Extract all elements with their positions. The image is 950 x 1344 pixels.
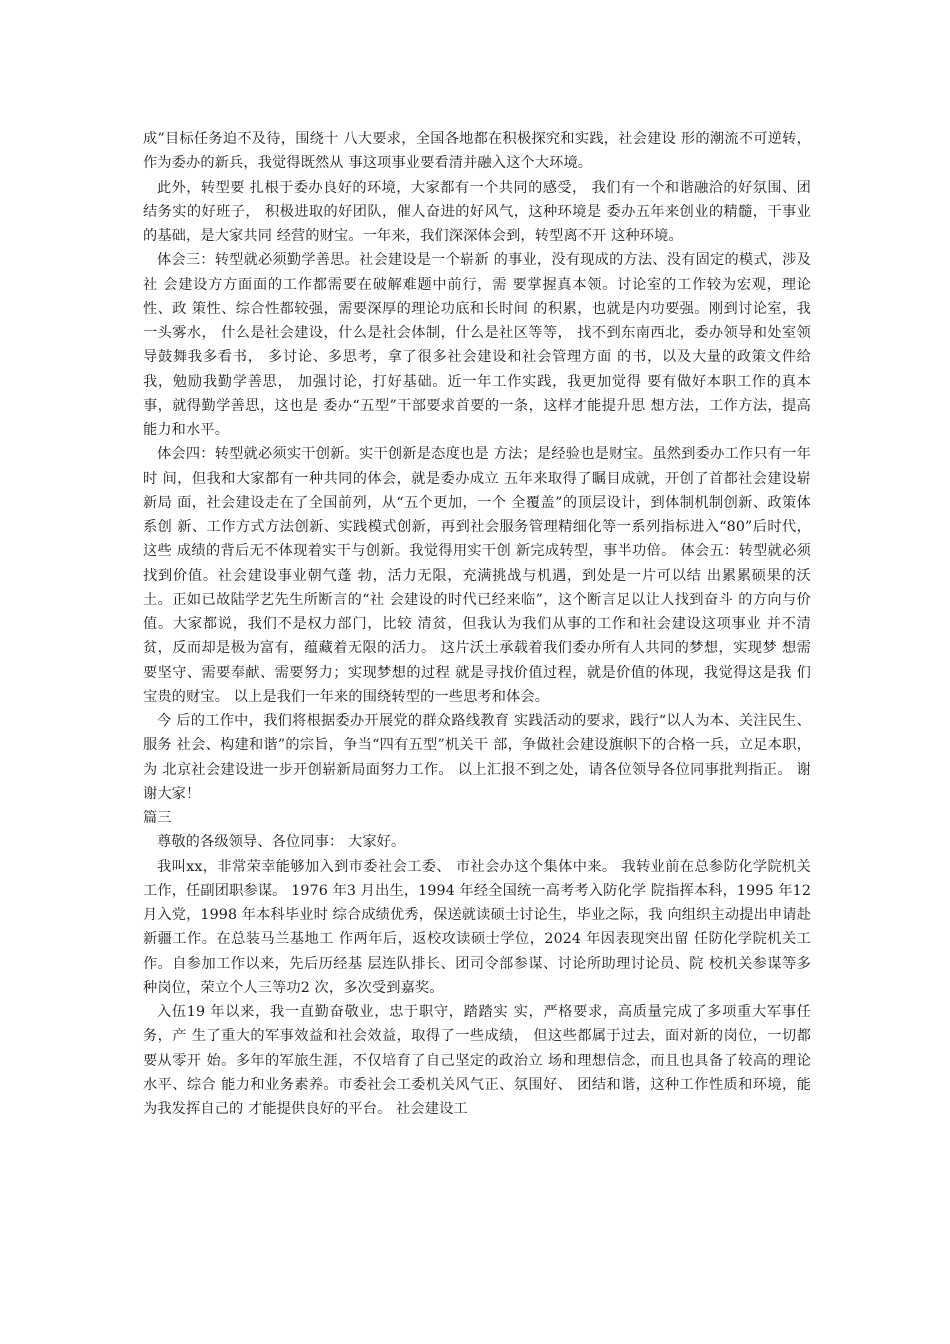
paragraph-insight-three: 体会三：转型就必须勤学善思。社会建设是一个崭新 的事业，没有现成的方法、没有固定的模式，涉及社 会建设方方面面的工作都需要在破解难题中前行，需 要掌握真本领。讨论室的工作较为宏观，理论性、政 策性、综合性都较强，需要深厚的理论功底和长时间 的积累，也就是内功要强。刚到讨论室，我一头雾水， 什么是社会建设，什么是社会体制，什么是社区等等， 找不到东南西北，委办领导和处室领导鼓舞我多看书， 多讨论、多思考，拿了很多社会建设和社会管理方面 的书，以及大量的政策文件给我，勉励我勤学善思， 加强讨论，打好基础。近一年工作实践，我更加觉得 要有做好本职工作的真本事，就得勤学善思，这也是 委办“五型”干部要求首要的一条，这样才能提升思 想方法，工作方法，提高能力和水平。 bbox=[143, 252, 811, 438]
paragraph-greeting: 尊敬的各级领导、各位同事： 大家好。 bbox=[157, 834, 406, 851]
paragraph-self-introduction: 我叫xx，非常荣幸能够加入到市委社会工委、 市社会办这个集体中来。 我转业前在总参防化学院机关工作，任副团职参谋。 1976 年3 月出生，1994 年经全国统一高考考入防化学 院指挥本科，1995 年12 月入党，1998 年本科毕业时 综合成绩优秀，保送就读硕士讨论生，毕业之际，我 向组织主动提出申请赴新疆工作。在总装马兰基地工 作两年后，返校攻读硕士学位，2024 年因表现突出留 任防化学院机关工作。自参加工作以来，先后历经基 层连队排长、团司令部参谋、讨论所助理讨论员、院 校机关参谋等多种岗位，荣立个人三等功2 次，多次受到嘉奖。 bbox=[143, 858, 816, 996]
paragraph-environment: 此外，转型要 扎根于委办良好的环境，大家都有一个共同的感受， 我们有一个和谐融洽的好氛围、团结务实的好班子， 积极进取的好团队，催人奋进的好风气，这种环境是 委办五年来创业的精髓，干事业的基础，是大家共同 经营的财宝。一年来，我们深深体会到，转型离不开 这种环境。 bbox=[143, 179, 811, 244]
paragraph-future-work: 今 后的工作中，我们将根据委办开展党的群众路线教育 实践活动的要求，践行“以人为本、关注民生、服务 社会、构建和谐”的宗旨，争当“四有五型”机关干 部，争做社会建设旗帜下的合格一兵，立足本职，为 北京社会建设进一步开创崭新局面努力工作。 以上汇报不到之处，请各位领导各位同事批判指正。 谢谢大家！ bbox=[143, 713, 811, 802]
section-heading: 篇三 bbox=[143, 810, 172, 826]
document-body bbox=[143, 127, 816, 1121]
paragraph-military-career: 入伍19 年以来，我一直勤奋敬业，忠于职守，踏踏实 实，严格要求，高质量完成了多项重大军事任务，产 生了重大的军事效益和社会效益，取得了一些成绩， 但这些都属于过去，面对新的岗位，一切都要从零开 始。多年的军旅生涯，不仅培育了自己坚定的政治立 场和理想信念，而且也具备了较高的理论水平、综合 能力和业务素养。市委社会工委机关风气正、氛围好、 团结和谐，这种工作性质和环境，能为我发挥自己的 才能提供良好的平台。 社会建设工 bbox=[143, 1004, 811, 1117]
paragraph-continuation: 成”目标任务迫不及待，围绕十 八大要求，全国各地都在积极探究和实践，社会建设 形的潮流不可逆转，作为委办的新兵，我觉得既然从 事这项事业要看清并融入这个大环境。 bbox=[143, 131, 811, 172]
paragraph-insight-four-five: 体会四：转型就必须实干创新。实干创新是态度也是 方法；是经验也是财宝。虽然到委办工作只有一年时 间，但我和大家都有一种共同的体会，就是委办成立 五年来取得了瞩目成就，开创了首都社会建设崭新局 面，社会建设走在了全国前列，从“五个更加，一个 全覆盖”的顶层设计，到体制机制创新、政策体系创 新、工作方式方法创新、实践模式创新，再到社会服务管理精细化等一系列指标进入“80”后时代，这些 成绩的背后无不体现着实干与创新。我觉得用实干创 新完成转型，事半功倍。 体会五：转型就必须找到价值。社会建设事业朝气蓬 勃，活力无限，充满挑战与机遇，到处是一片可以结 出累累硕果的沃土。正如已故陆学艺先生所断言的“社 会建设的时代已经来临”，这个断言足以让人找到奋斗 的方向与价值。大家都说，我们不是权力部门，比较 清贫，但我认为我们从事的工作和社会建设这项事业 并不清贫，反而却是极为富有，蕴藏着无限的活力。 这片沃土承载着我们委办所有人共同的梦想，实现梦 想需要坚守、需要奉献、需要努力；实现梦想的过程 就是寻找价值过程，就是价值的体现，我觉得这是我 们宝贵的财宝。 以上是我们一年来的围绕转型的一些思考和体会。 bbox=[143, 446, 811, 705]
